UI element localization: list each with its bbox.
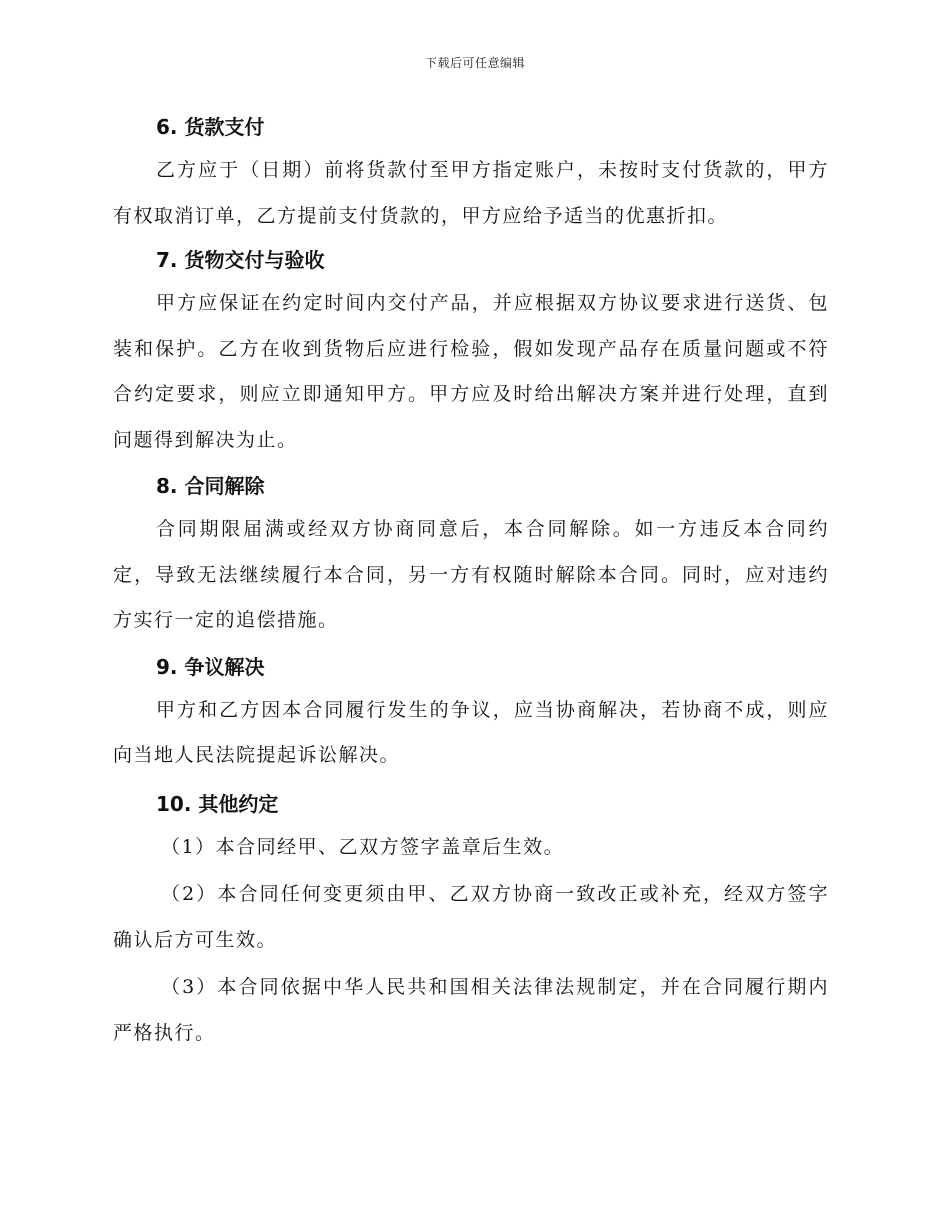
section-paragraph: 甲方应保证在约定时间内交付产品，并应根据双方协议要求进行送货、包装和保护。乙方在收到货物后应进行检验，假如发现产品存在质量问题或不符合约定要求，则应立即通知甲方。甲方应及时给出解决方案并进行处理，直到问题得到解决为止。	[113, 292, 829, 451]
section-paragraph: 合同期限届满或经双方协商同意后，本合同解除。如一方违反本合同约定，导致无法继续履行本合同，另一方有权随时解除本合同。同时，应对违约方实行一定的追偿措施。	[113, 518, 829, 631]
section-heading: 7. 货物交付与验收	[156, 248, 325, 272]
clause-item: （3）本合同依据中华人民共和国相关法律法规制定，并在合同履行期内严格执行。	[113, 976, 829, 1044]
page-header: 下载后可任意编辑	[424, 56, 525, 70]
section-paragraph: 乙方应于（日期）前将货款付至甲方指定账户，未按时支付货款的，甲方有权取消订单，乙方提前支付货款的，甲方应给予适当的优惠折扣。	[113, 159, 829, 227]
section-delivery	[113, 239, 829, 463]
section-heading: 10. 其他约定	[156, 791, 279, 816]
document-body	[113, 106, 829, 1056]
section-termination	[113, 465, 829, 644]
section-dispute	[113, 646, 829, 779]
section-heading: 8. 合同解除	[156, 474, 265, 498]
section-other	[113, 783, 829, 1057]
section-paragraph: 甲方和乙方因本合同履行发生的争议，应当协商解决，若协商不成，则应向当地人民法院提起诉讼解决。	[113, 698, 829, 766]
section-payment	[113, 106, 829, 239]
clause-item: （2）本合同任何变更须由甲、乙双方协商一致改正或补充，经双方签字确认后方可生效。	[113, 883, 829, 951]
clause-item: （1）本合同经甲、乙双方签字盖章后生效。	[161, 835, 565, 858]
section-heading: 6. 货款支付	[156, 115, 265, 139]
section-heading: 9. 争议解决	[156, 654, 265, 679]
